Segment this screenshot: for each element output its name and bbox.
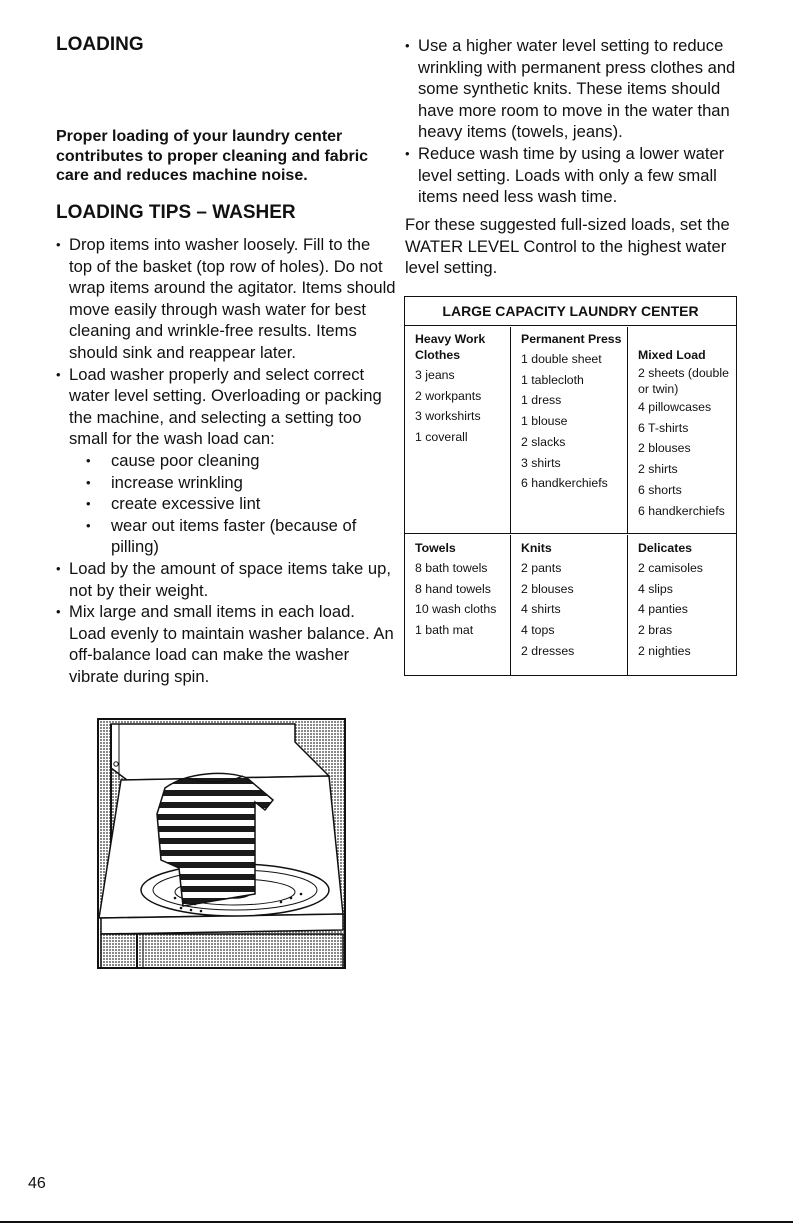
tip-bullet: • Mix large and small items in each load. Load evenly to maintain washer balance. An off-balance load can make the washer vibrate during spin. [56, 601, 396, 687]
load-item: 6 handkerchiefs [521, 476, 608, 491]
load-item: 4 panties [638, 602, 688, 617]
tip-bullet: • Use a higher water level setting to reduce wrinkling with permanent press clothes and some synthetic knits. These items should have more room to move in the water than heavy items (towels, jeans). [405, 35, 750, 143]
load-item: 2 workpants [415, 388, 482, 403]
load-item: 3 jeans [415, 368, 455, 382]
effect-item: • increase wrinkling [69, 472, 396, 494]
load-item: 10 wash cloths [415, 602, 497, 617]
washer-drawing [97, 718, 346, 969]
tip-bullet: • Drop items into washer loosely. Fill to the top of the basket (top row of holes). Do not wrap items around the agitator. Items should move easily through wash water for best cleaning and wrinkle-free results. Items should sink and reappear later. [56, 234, 396, 364]
effect-item: • wear out items faster (because of pilling) [69, 515, 396, 558]
loading-tips-list [56, 234, 396, 687]
load-item: 4 tops [521, 623, 555, 638]
table-row [405, 327, 736, 534]
load-item: 1 blouse [521, 414, 568, 429]
load-item: 1 bath mat [415, 623, 474, 638]
load-item: 2 bras [638, 623, 673, 638]
load-item: 2 blouses [638, 441, 691, 456]
load-item: 2 slacks [521, 434, 566, 449]
cell-heading: Heavy Work Clothes [415, 332, 486, 362]
tip-bullet: • Load by the amount of space items take up, not by their weight. [56, 558, 396, 601]
load-item: 3 shirts [521, 455, 561, 470]
table-cell-delicates [628, 535, 736, 675]
load-item: 6 T-shirts [638, 420, 689, 435]
tip-text: Load washer properly and select correct water level setting. Overloading or packing the machine, and selecting a setting too small for the wash load can: [69, 364, 382, 449]
effect-item: • cause poor cleaning [69, 450, 396, 472]
tip-bullet: • Reduce wash time by using a lower water level setting. Loads with only a few small items need less wash time. [405, 143, 750, 208]
load-item: 4 shirts [521, 602, 561, 617]
table-title: LARGE CAPACITY LAUNDRY CENTER [405, 297, 736, 326]
load-item: 4 slips [638, 581, 673, 596]
load-item: 2 nighties [638, 643, 691, 658]
load-item: 2 pants [521, 561, 562, 575]
load-item: 3 workshirts [415, 409, 481, 424]
load-item: 2 blouses [521, 581, 574, 596]
load-item: 1 tablecloth [521, 372, 584, 387]
washer-loading-illustration [97, 718, 346, 969]
table-cell-towels [405, 535, 511, 675]
table-cell-heavy-work [405, 327, 511, 533]
overload-effects-list [69, 450, 396, 558]
tip-bullet [56, 364, 396, 558]
table-cell-permanent-press [511, 327, 628, 533]
load-item: 1 dress [521, 393, 562, 408]
table-cell-mixed-load [628, 327, 736, 533]
load-item: 2 camisoles [638, 561, 703, 575]
section-subheading: LOADING TIPS – WASHER [56, 202, 296, 223]
load-item: 2 shirts [638, 462, 678, 477]
cell-heading: Delicates [638, 541, 693, 555]
load-item: 1 double sheet [521, 352, 602, 366]
load-item: 1 coverall [415, 430, 468, 445]
load-item: 8 hand towels [415, 581, 491, 596]
load-item: 6 handkerchiefs [638, 503, 725, 518]
water-level-tips [405, 35, 750, 208]
page-number: 46 [28, 1175, 46, 1192]
cell-heading: Knits [521, 541, 552, 555]
effect-item: • create excessive lint [69, 493, 396, 515]
load-item: 2 sheets (double or twin) [638, 366, 729, 396]
load-item: 6 shorts [638, 482, 682, 497]
table-row [405, 535, 736, 675]
load-item: 2 dresses [521, 643, 575, 658]
load-table [404, 296, 737, 676]
cell-heading: Mixed Load [638, 348, 706, 362]
intro-paragraph: Proper loading of your laundry center contributes to proper cleaning and fabric care and reduces machine noise. [56, 128, 369, 184]
cell-heading: Permanent Press [521, 332, 622, 346]
table-cell-knits [511, 535, 628, 675]
page-heading: LOADING [56, 34, 144, 55]
load-item: 4 pillowcases [638, 400, 712, 414]
cell-heading: Towels [415, 541, 456, 555]
bottom-rule [0, 1221, 793, 1223]
load-item: 8 bath towels [415, 561, 488, 575]
suggested-loads-note: For these suggested full-sized loads, set the WATER LEVEL Control to the highest water level setting. [405, 215, 730, 278]
